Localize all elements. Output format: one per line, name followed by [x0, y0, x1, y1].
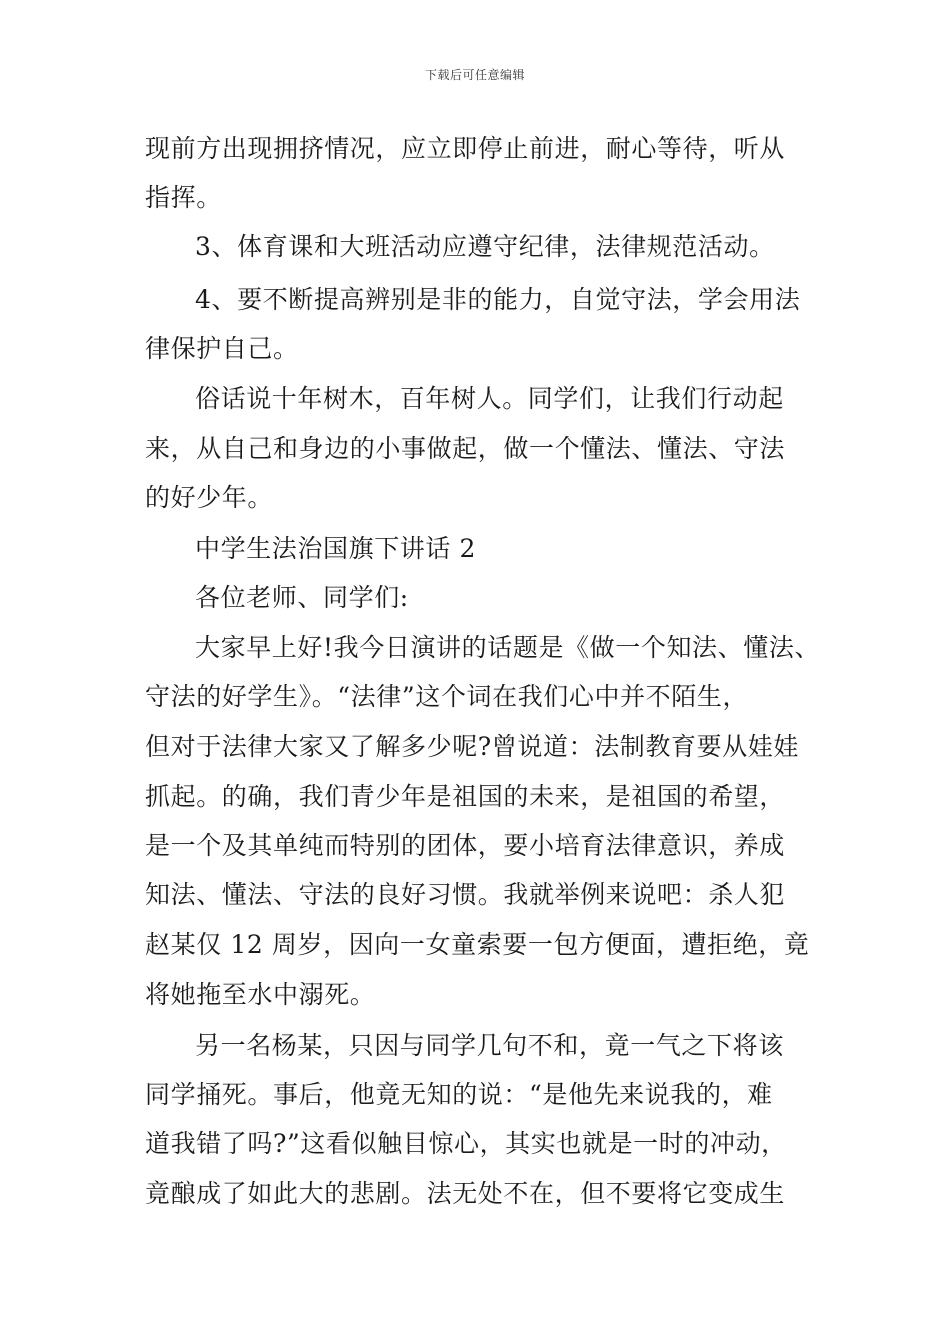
text-line-6: 俗话说十年树木，百年树人。同学们，让我们行动起	[195, 384, 784, 413]
text-line-3: 3、体育课和大班活动应遵守纪律，法律规范活动。	[195, 232, 775, 261]
text-line-2: 指挥。	[145, 183, 222, 212]
text-line-13: 但对于法律大家又了解多少呢?曾说道：法制教育要从娃娃	[145, 732, 800, 761]
text-line-8: 的好少年。	[145, 483, 274, 512]
text-line-10: 各位老师、同学们:	[195, 583, 409, 612]
text-line-14: 抓起。的确，我们青少年是祖国的未来，是祖国的希望，	[145, 782, 786, 811]
text-line-11: 大家早上好!我今日演讲的话题是《做一个知法、懂法、	[195, 633, 821, 662]
text-line-22: 竟酿成了如此大的悲剧。法无处不在，但不要将它变成生	[145, 1179, 786, 1208]
text-line-12: 守法的好学生》。“法律”这个词在我们心中并不陌生，	[145, 682, 749, 711]
text-line-21: 道我错了吗?”这看似触目惊心，其实也就是一时的冲动，	[145, 1129, 787, 1158]
text-line-15: 是一个及其单纯而特别的团体，要小培育法律意识，养成	[145, 831, 786, 860]
text-line-17: 赵某仅 12 周岁，因向一女童索要一包方便面，遭拒绝，竟	[145, 930, 810, 959]
text-line-4: 4、要不断提高辨别是非的能力，自觉守法，学会用法	[195, 285, 801, 314]
text-line-16: 知法、懂法、守法的良好习惯。我就举例来说吧：杀人犯	[145, 880, 786, 909]
text-line-1: 现前方出现拥挤情况，应立即停止前进，耐心等待，听从	[145, 134, 786, 163]
text-line-7: 来，从自己和身边的小事做起，做一个懂法、懂法、守法	[145, 434, 786, 463]
text-line-9: 中学生法治国旗下讲话 2	[195, 534, 477, 563]
page-header: 下载后可任意编辑	[424, 68, 525, 82]
text-line-19: 另一名杨某，只因与同学几句不和，竟一气之下将该	[195, 1031, 784, 1060]
text-line-20: 同学捅死。事后，他竟无知的说：“是他先来说我的，难	[145, 1080, 773, 1109]
text-line-5: 律保护自己。	[145, 334, 299, 363]
text-line-18: 将她拖至水中溺死。	[145, 980, 376, 1009]
